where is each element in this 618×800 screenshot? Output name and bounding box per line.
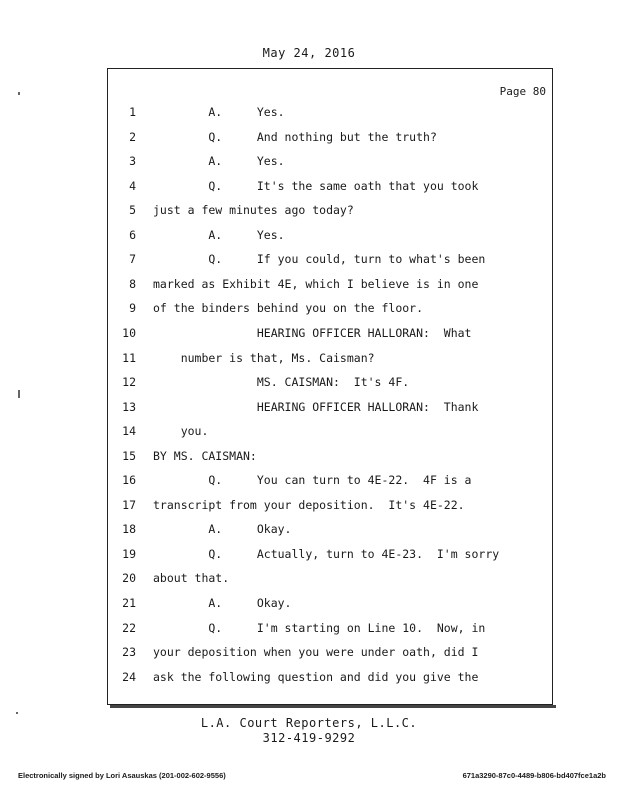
line-number: 16 <box>122 473 136 488</box>
line-text: A. Yes. <box>153 105 285 119</box>
line-number: 20 <box>122 571 136 586</box>
frame-shadow <box>110 705 556 708</box>
transcript-frame <box>107 68 553 705</box>
line-number: 13 <box>122 399 136 414</box>
line-text: Q. If you could, turn to what's been <box>153 252 486 267</box>
footer-company: L.A. Court Reporters, L.L.C. <box>200 716 418 730</box>
line-number: 17 <box>122 497 136 512</box>
line-text: HEARING OFFICER HALLORAN: What <box>153 325 472 340</box>
header-date: May 24, 2016 <box>262 46 356 60</box>
line-text: A. Okay. <box>153 522 292 537</box>
page-label: Page 80 <box>499 85 546 98</box>
line-text: marked as Exhibit 4E, which I believe is in one <box>153 276 479 291</box>
esign-right: 671a3290-87c0-4489-b806-bd407fce1a2b <box>462 771 606 780</box>
line-number: 5 <box>129 203 136 218</box>
line-number: 23 <box>122 645 136 660</box>
line-number: 11 <box>122 350 136 365</box>
line-text: Q. Actually, turn to 4E-23. I'm sorry <box>153 546 500 561</box>
line-text: of the binders behind you on the floor. <box>153 301 424 316</box>
line-number: 24 <box>122 669 136 684</box>
line-text: just a few minutes ago today? <box>153 203 354 218</box>
line-number: 10 <box>122 325 136 340</box>
scan-speck <box>18 390 20 398</box>
footer-phone: 312-419-9292 <box>262 731 356 745</box>
line-number: 3 <box>129 154 136 169</box>
line-number: 19 <box>122 546 136 561</box>
line-text: Q. I'm starting on Line 10. Now, in <box>153 620 486 635</box>
line-text: HEARING OFFICER HALLORAN: Thank <box>153 399 479 414</box>
line-text: MS. CAISMAN: It's 4F. <box>153 375 410 390</box>
line-text: you. <box>153 424 209 439</box>
line-text: ask the following question and did you give the <box>153 669 479 684</box>
line-text: Q. It's the same oath that you took <box>153 178 479 193</box>
line-number: 4 <box>129 178 136 193</box>
line-number: 6 <box>129 227 136 242</box>
line-number: 8 <box>129 276 136 291</box>
line-text: A. Yes. <box>153 227 285 242</box>
line-text: your deposition when you were under oath, did I <box>153 645 479 660</box>
line-text: Q. You can turn to 4E-22. 4F is a <box>153 473 472 488</box>
line-number: 2 <box>129 129 136 144</box>
line-text: A. Yes. <box>153 154 285 169</box>
line-number: 18 <box>122 522 136 537</box>
line-text: BY MS. CAISMAN: <box>153 448 257 463</box>
line-number: 12 <box>122 375 136 390</box>
line-text: number is that, Ms. Caisman? <box>153 350 375 365</box>
line-number: 1 <box>129 105 136 119</box>
esign-left: Electronically signed by Lori Asauskas (201-002-602-9556) <box>18 771 226 780</box>
line-number: 15 <box>122 448 136 463</box>
scan-speck <box>18 92 20 95</box>
scan-speck <box>16 712 18 714</box>
line-text: about that. <box>153 571 230 586</box>
line-number: 7 <box>129 252 136 267</box>
line-text: transcript from your deposition. It's 4E-22. <box>153 497 465 512</box>
line-number: 14 <box>122 424 136 439</box>
line-number: 21 <box>122 596 136 610</box>
line-number: 9 <box>129 301 136 316</box>
line-number: 22 <box>122 620 136 635</box>
line-text: Q. And nothing but the truth? <box>153 129 437 144</box>
line-text: A. Okay. <box>153 596 292 610</box>
